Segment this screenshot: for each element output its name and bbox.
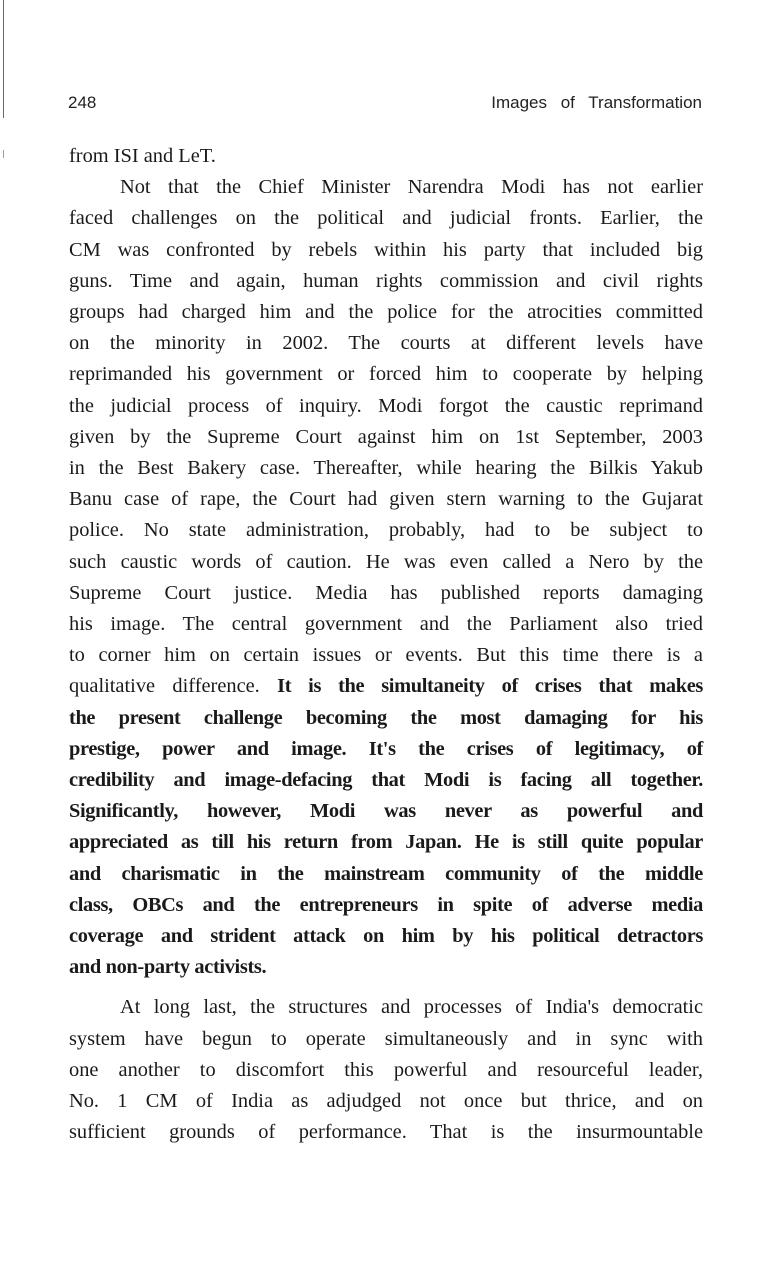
text-line-bold: appreciated as till his return from Japan. He is still quite popular xyxy=(69,831,703,854)
page-number: 248 xyxy=(68,93,97,112)
running-head: Images of Transformation xyxy=(491,93,702,112)
text-line: system have begun to operate simultaneously and in sync with xyxy=(69,1027,703,1050)
paragraph-2 xyxy=(69,172,703,983)
text-line: guns. Time and again, human rights commission and civil rights xyxy=(69,269,703,292)
text-line: No. 1 CM of India as adjudged not once but thrice, and on xyxy=(69,1090,703,1113)
text-line: Not that the Chief Minister Narendra Modi has not earlier xyxy=(120,176,703,199)
text-segment-bold: It is the simultaneity of crises that makes xyxy=(277,675,703,698)
text-line: reprimanded his government or forced him to cooperate by helping xyxy=(69,363,703,386)
text-line-bold: and non-party activists. xyxy=(69,956,267,979)
text-line: sufficient grounds of performance. That is the insurmountable xyxy=(69,1121,703,1144)
text-line: groups had charged him and the police for the atrocities committed xyxy=(69,301,703,324)
text-line: in the Best Bakery case. Thereafter, while hearing the Bilkis Yakub xyxy=(69,457,703,480)
paragraph-gap xyxy=(69,983,703,992)
text-line: the judicial process of inquiry. Modi forgot the caustic reprimand xyxy=(69,394,703,417)
text-line-bold: class, OBCs and the entrepreneurs in spite of adverse media xyxy=(69,893,703,916)
text-line-bold: credibility and image-defacing that Modi is facing all together. xyxy=(69,769,703,792)
text-line: such caustic words of caution. He was even called a Nero by the xyxy=(69,550,703,573)
text-line-bold: Significantly, however, Modi was never as powerful and xyxy=(69,800,703,823)
text-line: Banu case of rape, the Court had given stern warning to the Gujarat xyxy=(69,488,703,511)
text-line: given by the Supreme Court against him on 1st September, 2003 xyxy=(69,425,703,448)
text-line: from ISI and LeT. xyxy=(69,145,216,167)
text-line: At long last, the structures and processes of India's democratic xyxy=(120,996,703,1019)
text-line-bold: and charismatic in the mainstream community of the middle xyxy=(69,862,703,885)
text-line: to corner him on certain issues or events. But this time there is a xyxy=(69,644,703,667)
page-header xyxy=(68,93,704,119)
text-line: his image. The central government and the Parliament also tried xyxy=(69,613,703,636)
text-line: police. No state administration, probably, had to be subject to xyxy=(69,519,703,542)
text-line: CM was confronted by rebels within his party that included big xyxy=(69,238,703,261)
text-line-mixed xyxy=(69,671,703,702)
text-line-bold: prestige, power and image. It's the crises of legitimacy, of xyxy=(69,737,703,760)
text-line: on the minority in 2002. The courts at different levels have xyxy=(69,332,703,355)
page-edge-shadow xyxy=(3,0,4,118)
text-line: Supreme Court justice. Media has published reports damaging xyxy=(69,581,703,604)
paragraph-3 xyxy=(69,992,703,1148)
text-line: faced challenges on the political and judicial fronts. Earlier, the xyxy=(69,207,703,230)
paragraph-1 xyxy=(69,141,703,172)
body-text xyxy=(69,141,703,1149)
page-edge-tick xyxy=(3,150,4,158)
text-line-bold: coverage and strident attack on him by his political detractors xyxy=(69,925,703,948)
text-line: one another to discomfort this powerful and resourceful leader, xyxy=(69,1058,703,1081)
text-segment: qualitative difference. xyxy=(69,675,278,698)
text-line-bold: the present challenge becoming the most damaging for his xyxy=(69,706,703,729)
